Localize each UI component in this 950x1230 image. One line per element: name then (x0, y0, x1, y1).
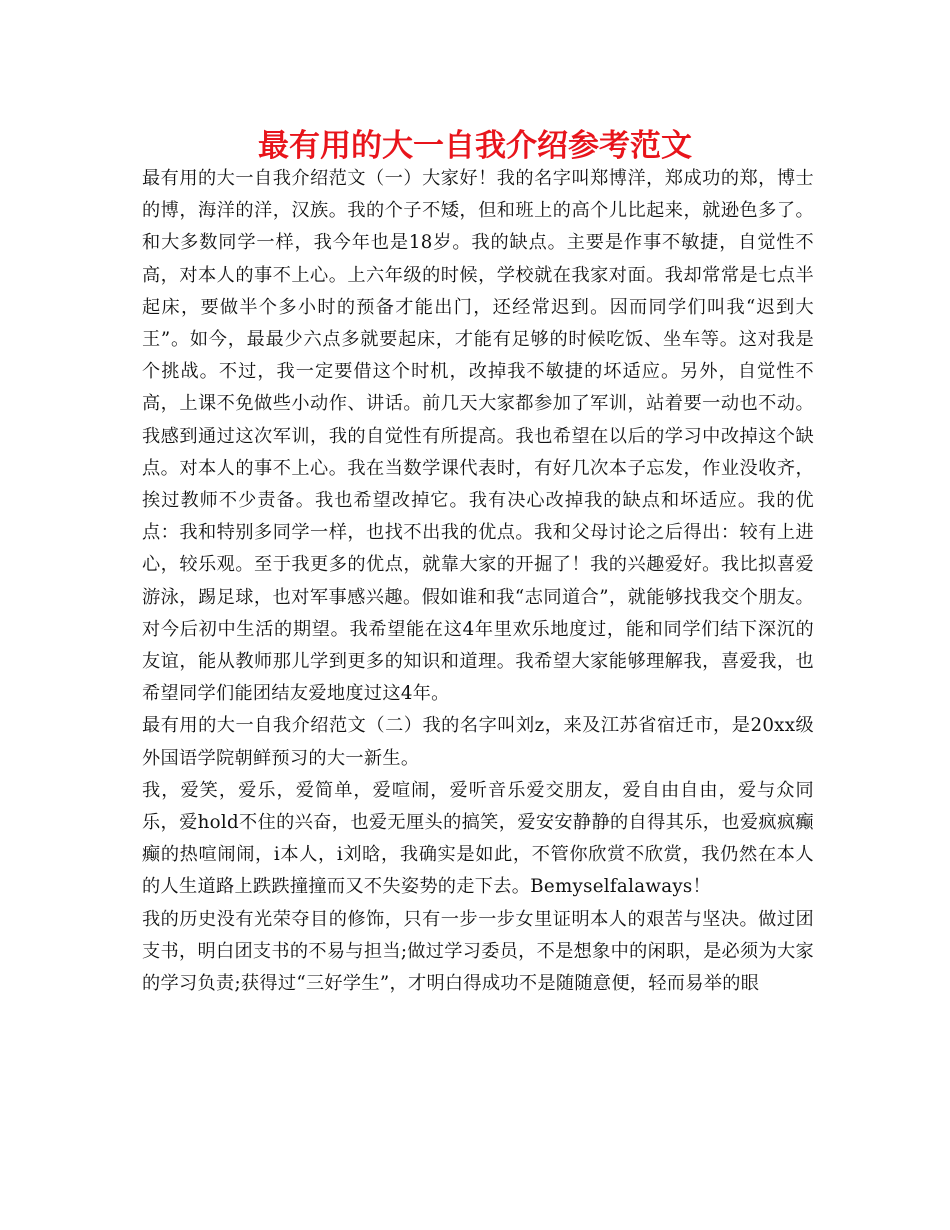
paragraph-history: 我的历史没有光荣夺目的修饰，只有一步一步女里证明本人的艰苦与坚决。做过团支书，明白团支书的不易与担当;做过学习委员，不是想象中的闲职，是必须为大家的学习负责;获得过“三好学生”，才明白得成功不是随随意便，轻而易举的眼 (142, 908, 814, 995)
paragraph-intro-one: 最有用的大一自我介绍范文（一）大家好！我的名字叫郑博洋，郑成功的郑，博士的博，海洋的洋，汉族。我的个子不矮，但和班上的高个儿比起来，就逊色多了。和大多数同学一样，我今年也是18岁。我的缺点。主要是作事不敏捷，自觉性不高，对本人的事不上心。上六年级的时候，学校就在我家对面。我却常常是七点半起床，要做半个多小时的预备才能出门，还经常迟到。因而同学们叫我“迟到大王”。如今，最最少六点多就要起床，才能有足够的时候吃饭、坐车等。这对我是个挑战。不过，我一定要借这个时机，改掉我不敏捷的坏适应。另外，自觉性不高，上课不免做些小动作、讲话。前几天大家都参加了军训，站着要一动也不动。我感到通过这次军训，我的自觉性有所提高。我也希望在以后的学习中改掉这个缺点。对本人的事不上心。我在当数学课代表时，有好几次本子忘发，作业没收齐，挨过教师不少责备。我也希望改掉它。我有决心改掉我的缺点和坏适应。我的优点：我和特别多同学一样，也找不出我的优点。我和父母讨论之后得出：较有上进心，较乐观。至于我更多的优点，就靠大家的开掘了！我的兴趣爱好。我比拟喜爱游泳，踢足球，也对军事感兴趣。假如谁和我“志同道合”，就能够找我交个朋友。对今后初中生活的期望。我希望能在这4年里欢乐地度过，能和同学们结下深沉的友谊，能从教师那儿学到更多的知识和道理。我希望大家能够理解我，喜爱我，也希望同学们能团结友爱地度过这4年。 (142, 168, 814, 705)
document-title: 最有用的大一自我介绍参考范文 (258, 128, 692, 164)
paragraph-intro-two: 最有用的大一自我介绍范文（二）我的名字叫刘z，来及江苏省宿迁市，是20xx级外国语学院朝鲜预习的大一新生。 (142, 715, 814, 769)
document-body (142, 163, 814, 1000)
paragraph-hobbies: 我，爱笑，爱乐，爱简单，爱喧闹，爱听音乐爱交朋友，爱自由自由，爱与众同乐，爱hold不住的兴奋，也爱无厘头的搞笑，爱安安静静的自得其乐，也爱疯疯癫癫的热喧闹闹，i本人，i刘晗，我确实是如此，不管你欣赏不欣赏，我仍然在本人的人生道路上跌跌撞撞而又不失姿势的走下去。Bemyselfalaways！ (142, 779, 814, 898)
